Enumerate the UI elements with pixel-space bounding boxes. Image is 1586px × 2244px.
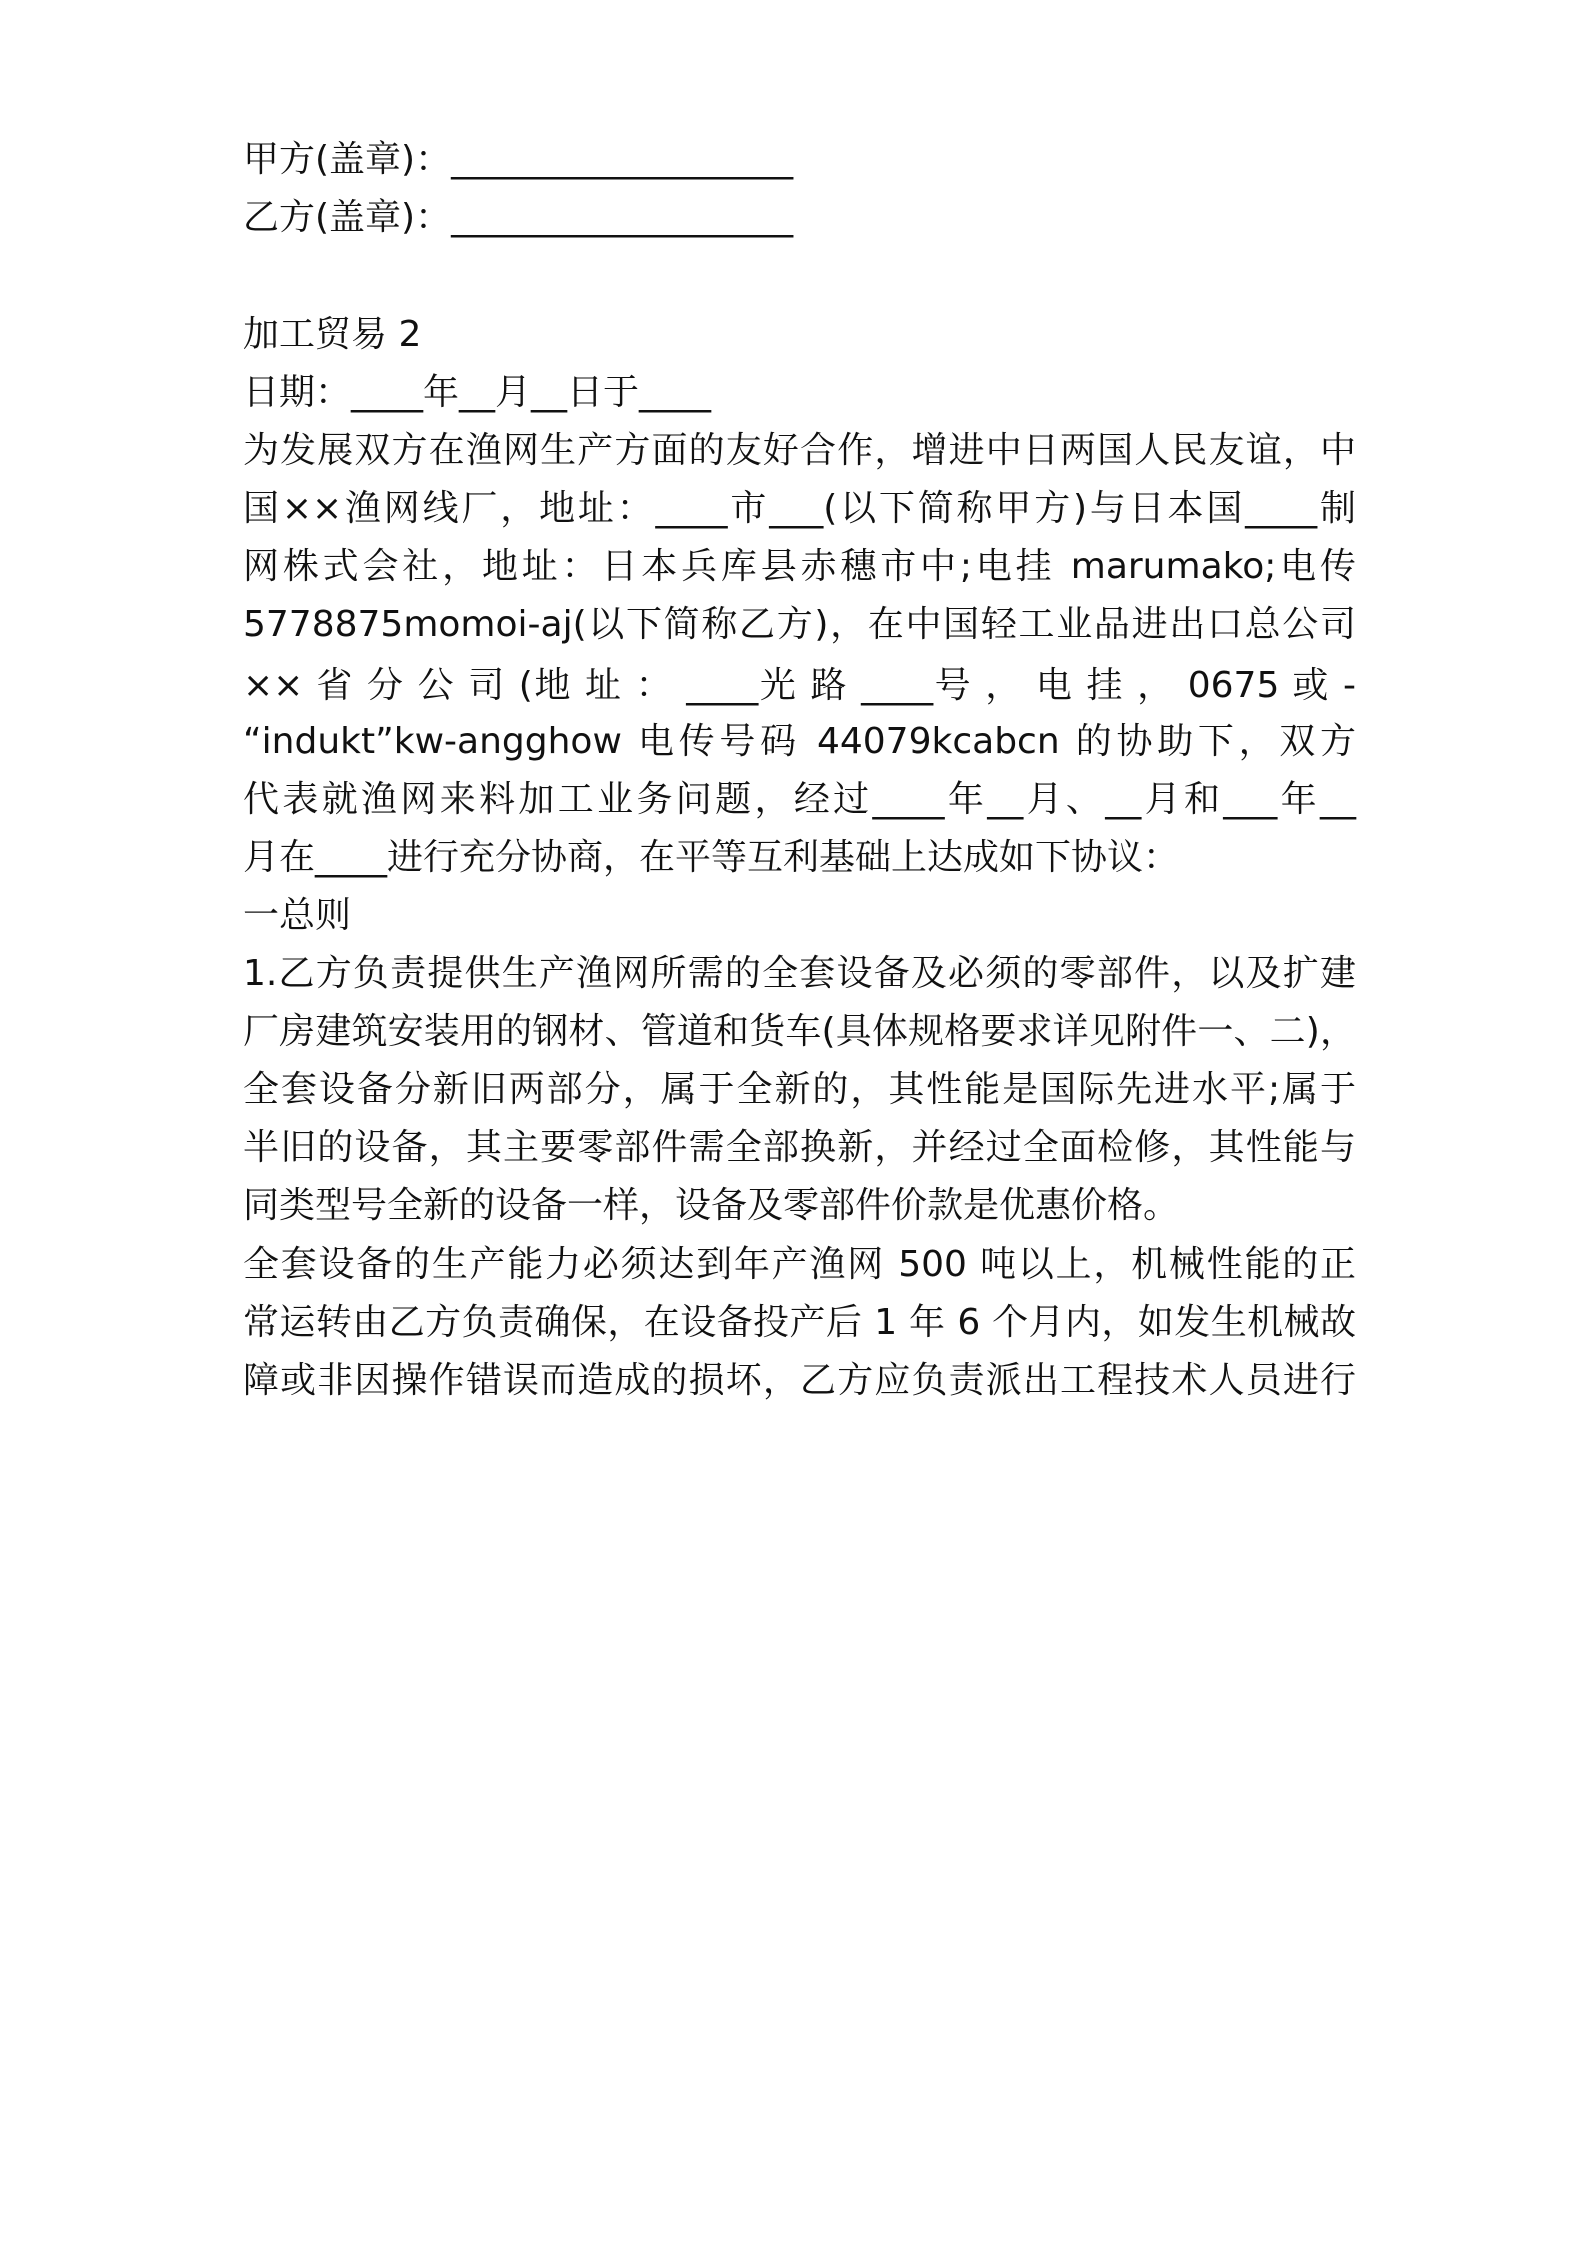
intro-paragraph-line: ×× 省 分 公 司 (地 址 ： ____光 路 ____号 ， 电 挂 ， 0675 或 - xyxy=(243,665,1356,706)
clause-1-line: 全套设备分新旧两部分，属于全新的，其性能是国际先进水平;属于 xyxy=(243,1069,1356,1110)
capacity-paragraph-line: 全套设备的生产能力必须达到年产渔网 500 吨以上，机械性能的正 xyxy=(243,1244,1356,1285)
capacity-paragraph-line: 常运转由乙方负责确保，在设备投产后 1 年 6 个月内，如发生机械故 xyxy=(243,1302,1356,1343)
clause-1-line: 同类型号全新的设备一样，设备及零部件价款是优惠价格。 xyxy=(243,1185,1180,1226)
document-page xyxy=(243,0,1356,2244)
intro-paragraph-line: 为发展双方在渔网生产方面的友好合作，增进中日两国人民友谊，中 xyxy=(243,430,1356,471)
intro-paragraph-line: 网株式会社，地址：日本兵库县赤穗市中;电挂 marumako;电传 xyxy=(243,546,1356,587)
clause-1-line: 厂房建筑安装用的钢材、管道和货车(具体规格要求详见附件一、二)， xyxy=(243,1011,1356,1052)
party-b-signature-line: 乙方(盖章)：___________________ xyxy=(243,197,794,238)
party-a-signature-line: 甲方(盖章)：___________________ xyxy=(243,139,794,180)
date-line: 日期：____年__月__日于____ xyxy=(243,372,712,413)
general-provisions-heading: 一总则 xyxy=(243,895,352,936)
section-title: 加工贸易 2 xyxy=(243,314,422,355)
clause-1-line: 半旧的设备，其主要零部件需全部换新，并经过全面检修，其性能与 xyxy=(243,1127,1356,1168)
intro-paragraph-line: “indukt”kw-angghow 电传号码 44079kcabcn 的协助下，双方 xyxy=(243,721,1356,762)
intro-paragraph-line: 代表就渔网来料加工业务问题，经过____年__月、__月和___年__ xyxy=(243,779,1356,820)
intro-paragraph-line: 5778875momoi-aj(以下简称乙方)，在中国轻工业品进出口总公司 xyxy=(243,604,1356,645)
clause-1-line: 1.乙方负责提供生产渔网所需的全套设备及必须的零部件，以及扩建 xyxy=(243,953,1356,994)
intro-paragraph-line: 月在____进行充分协商，在平等互利基础上达成如下协议： xyxy=(243,837,1180,878)
capacity-paragraph-line: 障或非因操作错误而造成的损坏，乙方应负责派出工程技术人员进行 xyxy=(243,1360,1356,1401)
intro-paragraph-line: 国××渔网线厂，地址：____市___(以下简称甲方)与日本国____制 xyxy=(243,488,1356,529)
